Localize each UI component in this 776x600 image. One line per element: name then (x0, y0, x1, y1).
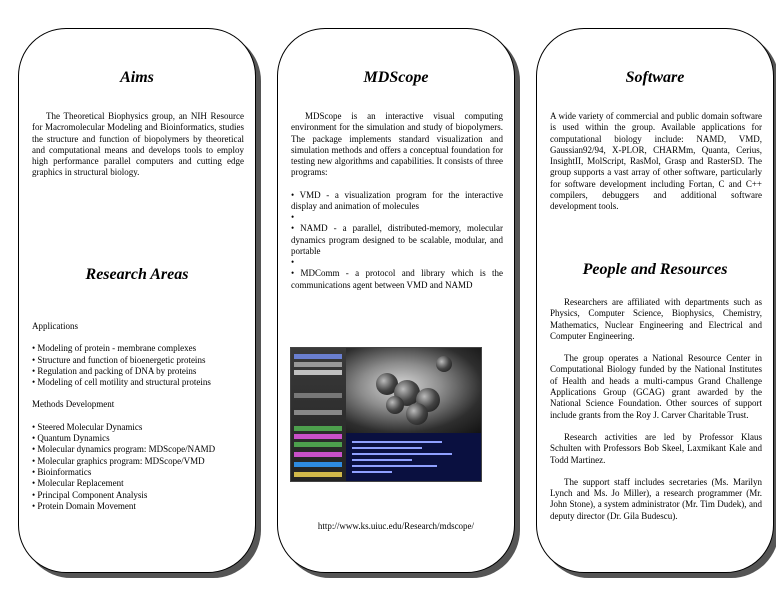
panel-aims-research (18, 28, 256, 573)
people-resources-title: People and Resources (582, 261, 728, 278)
people-resources-content (550, 297, 762, 522)
list-item: • Quantum Dynamics (32, 433, 244, 444)
software-text: A wide variety of commercial and public domain software is used within the group. Available applications for computational biology include: NAMD, VMD, Gaussian92/94, X-PLOR, CHARMm, Quanta, Cerius, InsightII, MolScript, RasMol, Grasp and RasterSD. The group supports a vast array of other software, particularly for software development including Fortan, C and C++ compilers, debuggers and additional software development tools. (550, 111, 762, 212)
methods-label: Methods Development (32, 399, 115, 410)
list-item: • Structure and function of bioenergetic proteins (32, 355, 244, 366)
methods-list (32, 422, 244, 512)
people-paragraph: The support staff includes secretaries (Ms. Marilyn Lynch and Ms. Jo Miller), a research programmer (Mr. John Stone), a system administrator (Mr. Tim Dudek), and deputy director (Dr. Gila Budescu). (550, 476, 762, 521)
list-item: • Molecular graphics program: MDScope/VMD (32, 456, 244, 467)
people-paragraph: Research activities are led by Professor Klaus Schulten with Professors Bob Skeel, Laxmikant Kale and Todd Martinez. (550, 431, 762, 465)
list-item: • Bioinformatics (32, 467, 244, 478)
terminal-window-graphic (346, 433, 482, 482)
aims-title: Aims (120, 69, 154, 86)
list-item: • Modeling of cell motility and structural proteins (32, 377, 244, 388)
mdscope-content (291, 111, 503, 291)
applications-label: Applications (32, 321, 78, 331)
mdscope-programs-list (291, 190, 503, 291)
list-item: • Modeling of protein - membrane complexes (32, 343, 244, 354)
mdscope-title: MDScope (363, 69, 429, 86)
list-item: • Molecular dynamics program: MDScope/NAMD (32, 444, 244, 455)
people-paragraph: The group operates a National Resource Center in Computational Biology funded by the National Institutes of Health and heads a multi-campus Grand Challenge Applications Group (GCAG) grant awarded by the National Science Foundation. Other sources of support include grants from the Roy J. Carver Charitable Trust. (550, 353, 762, 420)
panel-mdscope (277, 28, 515, 573)
list-item: • Regulation and packing of DNA by proteins (32, 366, 244, 377)
mdscope-intro: MDScope is an interactive visual computing environment for the simulation and study of biopolymers. The package implements standard visualization and simulation methods and offers a conceptual foundation for testing new algorithms and capabilities. It consists of three programs: (291, 111, 503, 178)
list-item: • MDComm - a protocol and library which is the communications agent between VMD and NAMD (291, 268, 503, 291)
list-item: • Steered Molecular Dynamics (32, 422, 244, 433)
list-item: • Principal Component Analysis (32, 490, 244, 501)
research-areas-content (32, 321, 244, 512)
list-item: • NAMD - a parallel, distributed-memory, molecular dynamics program designed to be scalable, modular, and portable (291, 223, 503, 257)
list-item: • VMD - a visualization program for the interactive display and animation of molecules (291, 190, 503, 213)
software-title: Software (625, 69, 685, 86)
aims-text: The Theoretical Biophysics group, an NIH Resource for Macromolecular Modeling and Bioinformatics, studies the structure and function of biopolymers by theoretical and computational means and develops tools to employ high performance parallel computers and cutting edge graphics in structural biology. (32, 111, 244, 178)
panel-software-people (536, 28, 774, 573)
mdscope-screenshot-image (290, 347, 482, 482)
research-areas-title: Research Areas (85, 266, 189, 283)
control-panel-graphic (291, 348, 346, 482)
molecule-render (346, 348, 482, 433)
mdscope-url: http://www.ks.uiuc.edu/Research/mdscope/ (317, 521, 475, 531)
people-paragraph: Researchers are affiliated with departments such as Physics, Computer Science, Biophysics, Chemistry, Mathematics, Nuclear Engineering and Electrical and Computer Engineering. (550, 297, 762, 341)
applications-list (32, 343, 244, 388)
list-item: • Molecular Replacement (32, 478, 244, 489)
list-item: • Protein Domain Movement (32, 501, 244, 512)
